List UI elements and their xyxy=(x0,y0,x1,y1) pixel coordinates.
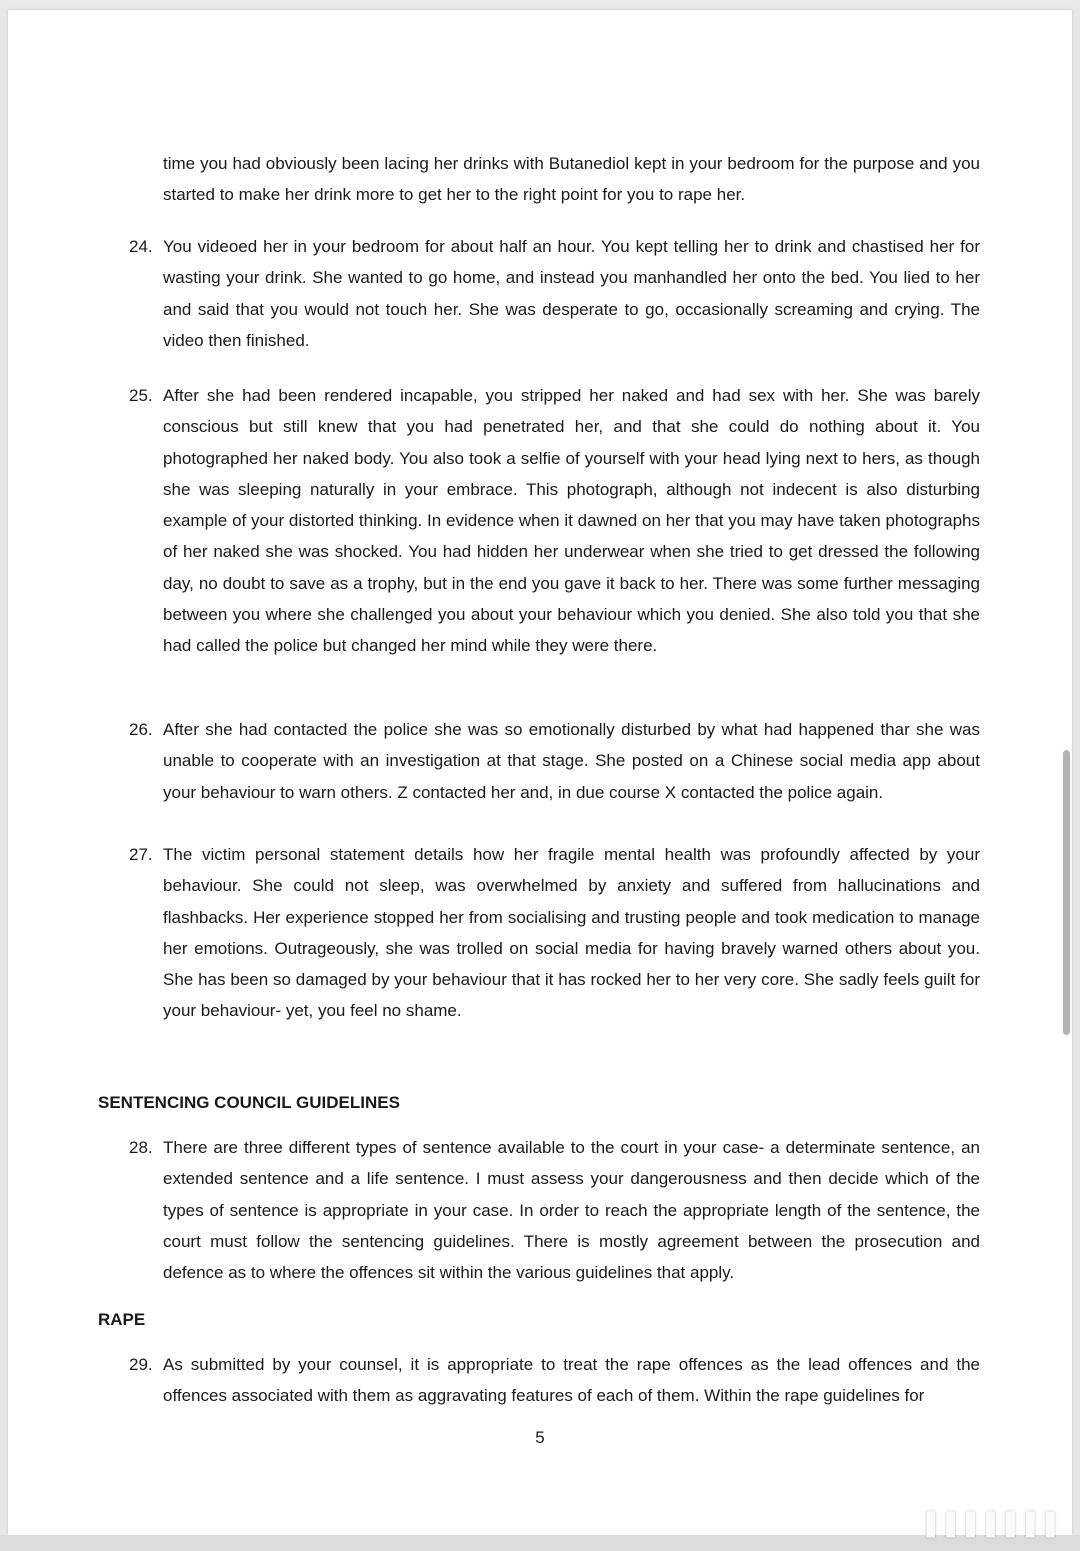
page-number: 5 xyxy=(535,1428,545,1447)
paragraph-24 xyxy=(129,231,980,356)
vertical-scrollbar[interactable] xyxy=(1063,750,1070,1035)
paragraph-number: 26. xyxy=(129,720,153,739)
paragraph-text: There are three different types of sentence available to the court in your case- a determinate sentence, an extended sentence and a life sentence. I must assess your dangerousness and then decide which of the types of sentence is appropriate in your case. In order to reach the appropriate length of the sentence, the court must follow the sentencing guidelines. There is mostly agreement between the prosecution and defence as to where the offences sit within the various guidelines that apply. xyxy=(163,1138,980,1283)
paragraph-text: After she had been rendered incapable, you stripped her naked and had sex with her. She was barely conscious but still knew that you had penetrated her, and that she could do nothing about it. You photographed her naked body. You also took a selfie of yourself with your head lying next to hers, as though she was sleeping naturally in your embrace. This photograph, although not indecent is also disturbing example of your distorted thinking. In evidence when it dawned on her that you may have taken photographs of her naked she was shocked. You had hidden her underwear when she tried to get dressed the following day, no doubt to save as a trophy, but in the end you gave it back to her. There was some further messaging between you where she challenged you about your behaviour which you denied. She also told you that she had called the police but changed her mind while they were there. xyxy=(163,386,980,656)
paragraph-number: 24. xyxy=(129,237,153,256)
document-page xyxy=(8,10,1072,1535)
paragraph-text: time you had obviously been lacing her drinks with Butanediol kept in your bedroom for the purpose and you started to make her drink more to get her to the right point for you to rape her. xyxy=(163,154,980,205)
watermark-logo: ▌▌▌▌▌▌▌ xyxy=(926,1513,1066,1538)
paragraph-27 xyxy=(129,839,980,1027)
section-heading-sentencing: SENTENCING COUNCIL GUIDELINES xyxy=(98,1093,400,1112)
paragraph-29 xyxy=(129,1349,980,1412)
paragraph-text: You videoed her in your bedroom for about half an hour. You kept telling her to drink and chastised her for wasting your drink. She wanted to go home, and instead you manhandled her onto the bed. You lied to her and said that you would not touch her. She was desperate to go, occasionally screaming and crying. The video then finished. xyxy=(163,237,980,350)
section-heading-rape: RAPE xyxy=(98,1310,146,1329)
paragraph-26 xyxy=(129,714,980,808)
paragraph-number: 27. xyxy=(129,845,153,864)
paragraph-23-continuation xyxy=(163,148,980,211)
paragraph-28 xyxy=(129,1132,980,1288)
document-body xyxy=(8,10,1072,1535)
paragraph-number: 25. xyxy=(129,386,153,405)
paragraph-number: 28. xyxy=(129,1138,153,1157)
paragraph-text: After she had contacted the police she was so emotionally disturbed by what had happened thar she was unable to cooperate with an investigation at that stage. She posted on a Chinese social media app about your behaviour to warn others. Z contacted her and, in due course X contacted the police again. xyxy=(163,720,980,802)
paragraph-number: 29. xyxy=(129,1355,153,1374)
paragraph-text: The victim personal statement details how her fragile mental health was profoundly affected by your behaviour. She could not sleep, was overwhelmed by anxiety and suffered from hallucinations and flashbacks. Her experience stopped her from socialising and trusting people and took medication to manage her emotions. Outrageously, she was trolled on social media for having bravely warned others about you. She has been so damaged by your behaviour that it has rocked her to her very core. She sadly feels guilt for your behaviour- yet, you feel no shame. xyxy=(163,845,980,1021)
paragraph-text: As submitted by your counsel, it is appropriate to treat the rape offences as the lead offences and the offences associated with them as aggravating features of each of them. Within the rape guidelines for xyxy=(163,1355,980,1406)
bottom-strip xyxy=(0,1535,1080,1551)
paragraph-25 xyxy=(129,380,980,662)
